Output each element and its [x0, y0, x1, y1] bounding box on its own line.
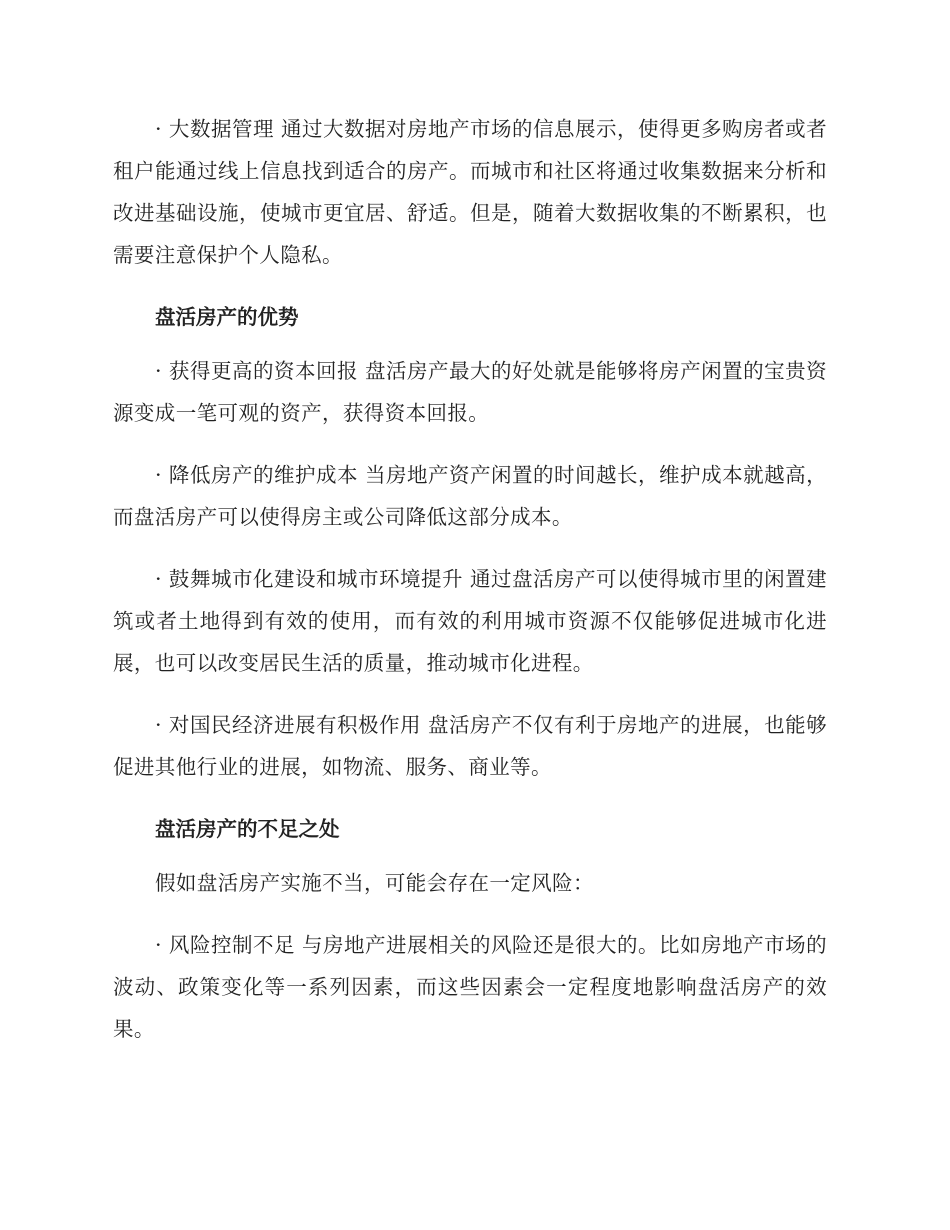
paragraph-national-economy: · 对国民经济进展有积极作用 盘活房产不仅有利于房地产的进展，也能够促进其他行业的进展，如物流、服务、商业等。	[113, 713, 827, 779]
paragraph-insufficient-risk-control: · 风险控制不足 与房地产进展相关的风险还是很大的。比如房地产市场的波动、政策变化等一系列因素，而这些因素会一定程度地影响盘活房产的效果。	[113, 933, 827, 1041]
document-body	[113, 108, 827, 1070]
paragraph-higher-capital-return: · 获得更高的资本回报 盘活房产最大的好处就是能够将房产闲置的宝贵资源变成一笔可观的资产，获得资本回报。	[113, 359, 827, 425]
section-heading-advantages: 盘活房产的优势	[155, 305, 299, 329]
paragraph-big-data-management: · 大数据管理 通过大数据对房地产市场的信息展示，使得更多购房者或者租户能通过线上信息找到适合的房产。而城市和社区将通过收集数据来分析和改进基础设施，使城市更宜居、舒适。但是，随着大数据收集的不断累积，也需要注意保护个人隐私。	[113, 117, 827, 267]
paragraph-urbanization: · 鼓舞城市化建设和城市环境提升 通过盘活房产可以使得城市里的闲置建筑或者土地得到有效的使用，而有效的利用城市资源不仅能够促进城市化进展，也可以改变居民生活的质量，推动城市化进程。	[113, 567, 827, 675]
paragraph-risk-intro: 假如盘活房产实施不当，可能会存在一定风险：	[155, 871, 594, 895]
section-heading-shortcomings: 盘活房产的不足之处	[155, 817, 340, 841]
paragraph-lower-maintenance-cost: · 降低房产的维护成本 当房地产资产闲置的时间越长，维护成本就越高，而盘活房产可以使得房主或公司降低这部分成本。	[113, 463, 827, 529]
